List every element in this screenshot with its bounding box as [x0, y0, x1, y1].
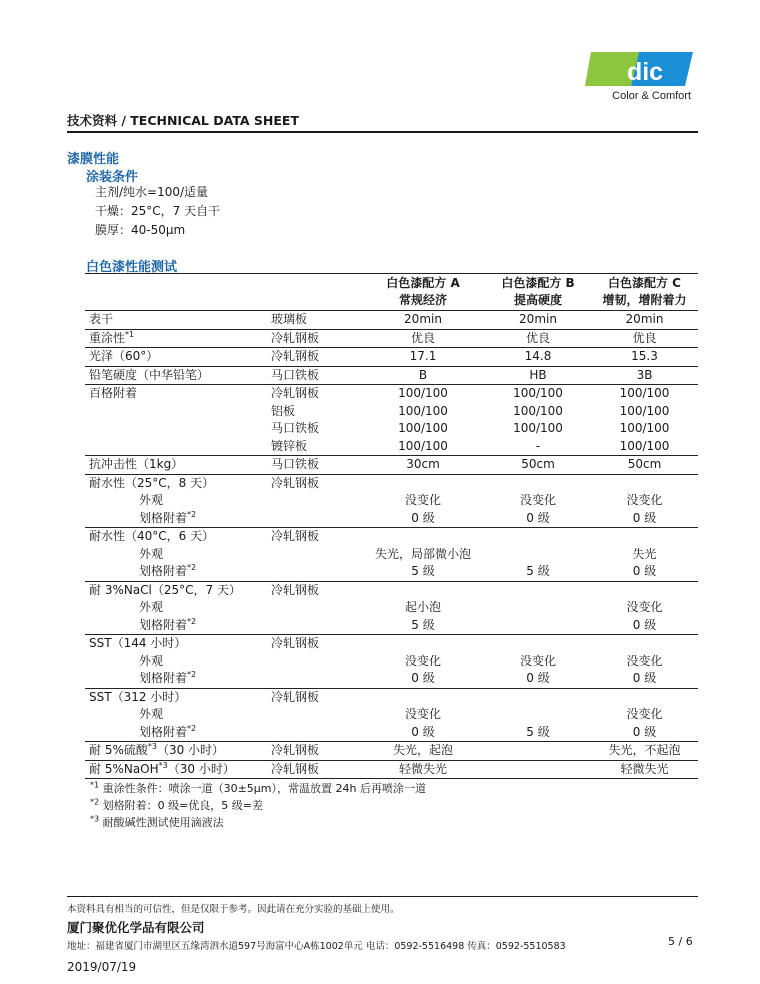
table-row: 划格附着$^{*2}$ 5 级 5 级 0 级 — [85, 563, 698, 581]
table-row: 表干 玻璃板 20min 20min 20min — [85, 311, 698, 330]
header-formula-c: 白色漆配方 C 增韧，增附着力 — [591, 274, 698, 311]
logo-tagline: Color & Comfort — [612, 90, 691, 102]
footer-rule — [67, 896, 698, 897]
logo-text: dic — [626, 58, 664, 86]
header-formula-a: 白色漆配方 A 常规经济 — [361, 274, 485, 311]
page-number: 5 / 6 — [668, 935, 693, 948]
footnote: $^{*2}$ 划格附着：0 级=优良，5 级=差 — [90, 797, 264, 812]
table-row: 外观 起小泡 没变化 — [139, 600, 663, 614]
section-title: 漆膜性能 — [67, 152, 120, 167]
table-row: 耐 3%NaCl（25°C，7 天） 冷轧钢板 — [89, 582, 320, 597]
company-address: 地址：福建省厦门市湖里区五缘湾泗水道597号海富中心A栋1002单元 电话：0592-5516498 传真：0592-5510583 — [67, 941, 566, 952]
coating-line: 膜厚：40-50μm — [95, 223, 186, 237]
table-row: 抗冲击性（1kg） 马口铁板 30cm 50cm 50cm — [85, 456, 698, 475]
table-row: 外观 失光，局部微小泡 失光 — [139, 546, 657, 561]
table-row: 划格附着$^{*2}$ 0 级 0 级 0 级 — [85, 670, 698, 688]
coating-line: 主剂/纯水=100/适量 — [95, 185, 209, 199]
table-row: 划格附着$^{*2}$ 5 级 0 级 — [85, 617, 698, 635]
table-header — [85, 274, 698, 311]
table-row: 划格附着$^{*2}$ 0 级 0 级 0 级 — [85, 510, 698, 528]
table-row: 重涂性$^{*1}$ 冷轧钢板 优良 优良 优良 — [85, 329, 698, 348]
footnote: $^{*3}$ 耐酸碱性测试使用滴液法 — [90, 814, 224, 829]
table-row: 划格附着$^{*2}$ 0 级 5 级 0 级 — [85, 724, 698, 742]
table-row: 耐 5%硫酸$^{*3}$（30 小时） 冷轧钢板 失光，起泡 失光，不起泡 — [85, 742, 698, 761]
table-row: 百格附着 冷轧钢板 铝板 马口铁板 镀锌板 100/100 100/100 100/100 100/100 100/100 100/100 100/100 - 100/100 100/100 100/100 100/100 — [85, 385, 698, 456]
table-row: 外观 没变化 没变化 没变化 — [139, 493, 663, 507]
table-row: 耐水性（40°C，6 天） 冷轧钢板 — [89, 529, 320, 543]
test-title: 白色漆性能测试 — [86, 260, 178, 275]
doc-title: 技术资料 / TECHNICAL DATA SHEET — [67, 113, 299, 128]
coating-title: 涂装条件 — [86, 170, 139, 185]
table-row: 耐水性（25°C，8 天） 冷轧钢板 — [89, 475, 320, 490]
table-row: 外观 没变化 没变化 没变化 — [139, 653, 663, 668]
table-row: SST（144 小时） 冷轧钢板 — [89, 636, 320, 650]
company-name: 厦门聚优化学品有限公司 — [67, 920, 205, 935]
table-row: 铅笔硬度（中华铅笔） 马口铁板 B HB 3B — [85, 366, 698, 385]
document-date: 2019/07/19 — [67, 960, 137, 974]
coating-line: 干燥：25°C，7 天自干 — [95, 204, 221, 218]
footnote: $^{*1}$ 重涂性条件：喷涂一道（30±5μm），常温放置 24h 后再喷涂一道 — [90, 780, 426, 795]
performance-table — [85, 273, 698, 779]
disclaimer: 本资料具有相当的可信性，但是仅限于参考。因此请在充分实验的基础上使用。 — [67, 904, 400, 915]
header-formula-b: 白色漆配方 B 提高硬度 — [485, 274, 591, 311]
header-rule — [67, 131, 698, 133]
table-row: SST（312 小时） 冷轧钢板 — [89, 689, 320, 704]
table-row: 耐 5%NaOH$^{*3}$（30 小时） 冷轧钢板 轻微失光 轻微失光 — [85, 760, 698, 779]
table-row: 外观 没变化 没变化 — [139, 707, 663, 721]
table-row: 光泽（60°） 冷轧钢板 17.1 14.8 15.3 — [85, 348, 698, 367]
footnotes — [90, 780, 426, 831]
